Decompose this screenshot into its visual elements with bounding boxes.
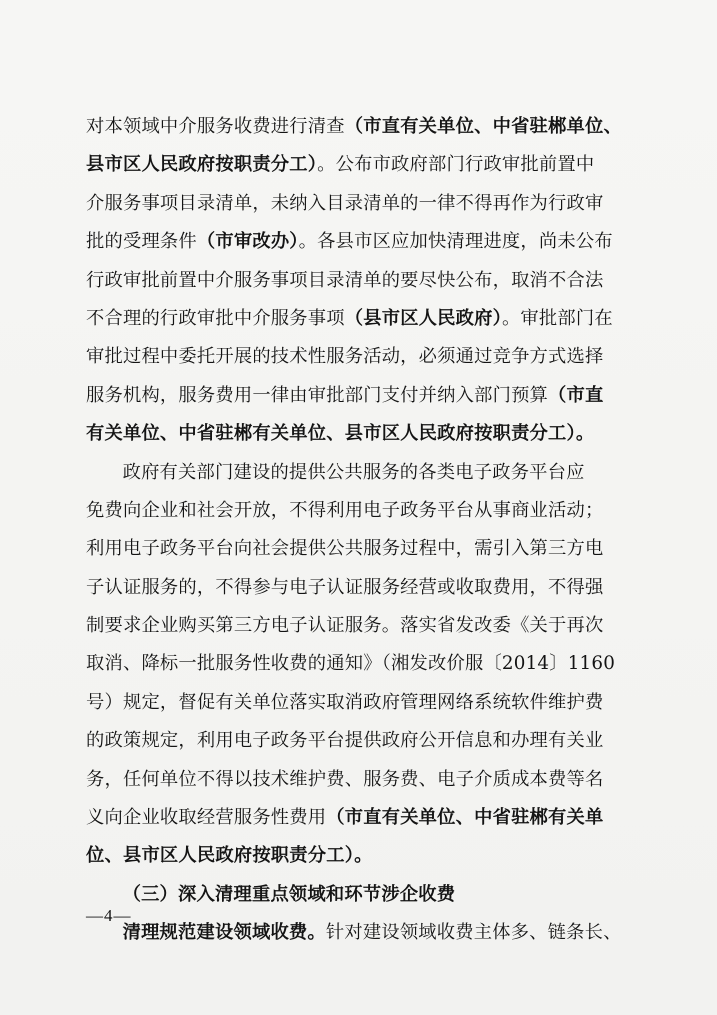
text-line — [86, 837, 634, 875]
text-segment: 不合理的行政审批中介服务事项 — [86, 307, 345, 329]
text-line — [86, 645, 634, 683]
text-segment: 针对建设领域收费主体多、链条长、 — [325, 922, 622, 944]
text-line — [86, 415, 634, 453]
bold-text-segment: （市审改办） — [196, 231, 299, 253]
text-line — [86, 607, 634, 645]
text-segment: 行政审批前置中介服务事项目录清单的要尽快公布，取消不合法 — [86, 269, 604, 291]
bold-text-segment: （县市区人民政府） — [344, 307, 502, 329]
text-line — [86, 761, 634, 799]
text-segment: 审批过程中委托开展的技术性服务活动，必须通过竞争方式选择 — [86, 346, 604, 368]
text-segment: 对本领域中介服务收费进行清查 — [86, 116, 345, 137]
bold-text-segment: 有关单位、中省驻郴有关单位、县市区人民政府按职责分工）。 — [86, 423, 595, 445]
text-line — [86, 722, 634, 760]
text-segment: 务，任何单位不得以技术维护费、服务费、电子介质成本费等名 — [86, 768, 604, 790]
text-line — [86, 146, 634, 184]
text-segment: 制要求企业购买第三方电子认证服务。落实省发改委《关于再次 — [86, 615, 604, 637]
bold-text-segment: （市直 — [548, 384, 604, 406]
text-segment: 免费向企业和社会开放，不得利用电子政务平台从事商业活动； — [86, 499, 604, 521]
text-segment: 的政策规定，利用电子政务平台提供政府公开信息和办理有关业 — [86, 730, 604, 752]
text-segment: 利用电子政务平台向社会提供公共服务过程中，需引入第三方电 — [86, 538, 604, 560]
text-line — [86, 684, 634, 722]
text-line — [86, 799, 634, 837]
paragraph-first-line — [86, 914, 634, 952]
text-segment: 服务机构，服务费用一律由审批部门支付并纳入部门预算 — [86, 384, 549, 406]
text-line — [86, 377, 634, 415]
text-segment: 子认证服务的，不得参与电子认证服务经营或收取费用，不得强 — [86, 576, 604, 598]
text-line — [86, 223, 634, 261]
text-line — [86, 569, 634, 607]
paragraph-first-line — [86, 454, 634, 492]
text-segment: 义向企业收取经营服务性费用 — [86, 807, 327, 829]
page-number: —4— — [86, 906, 132, 925]
text-segment: 批的受理条件 — [86, 231, 197, 253]
text-line — [86, 338, 634, 376]
text-segment: 介服务事项目录清单，未纳入目录清单的一律不得再作为行政审 — [86, 192, 604, 214]
document-body — [86, 108, 634, 953]
bold-text-segment: （市直有关单位、中省驻郴单位、 — [344, 116, 622, 137]
text-segment: 号）规定，督促有关单位落实取消政府管理网络系统软件维护费 — [86, 691, 604, 713]
bold-text-segment: （市直有关单位、中省驻郴有关单 — [326, 807, 604, 829]
text-line — [86, 185, 634, 223]
bold-text-segment: 县市区人民政府按职责分工） — [86, 154, 318, 176]
text-segment: 。公布市政府部门行政审批前置中 — [317, 154, 595, 176]
text-segment: 取消、降标一批服务性收费的通知》（湘发改价服〔2014〕1160 — [86, 653, 616, 675]
text-line — [86, 262, 634, 300]
text-line — [86, 108, 634, 146]
text-line — [86, 530, 634, 568]
text-segment: 。各县市区应加快清理进度，尚未公布 — [298, 231, 613, 253]
text-line — [86, 492, 634, 530]
paragraph-first-line — [86, 876, 634, 914]
bold-text-segment: 位、县市区人民政府按职责分工）。 — [86, 845, 373, 867]
text-segment: 政府有关部门建设的提供公共服务的各类电子政务平台应 — [122, 461, 585, 483]
text-line — [86, 300, 634, 338]
bold-text-segment: （三）深入清理重点领域和环节涉企收费 — [122, 883, 456, 905]
bold-text-segment: 清理规范建设领域收费。 — [122, 922, 326, 944]
text-segment: 。审批部门在 — [501, 307, 613, 329]
